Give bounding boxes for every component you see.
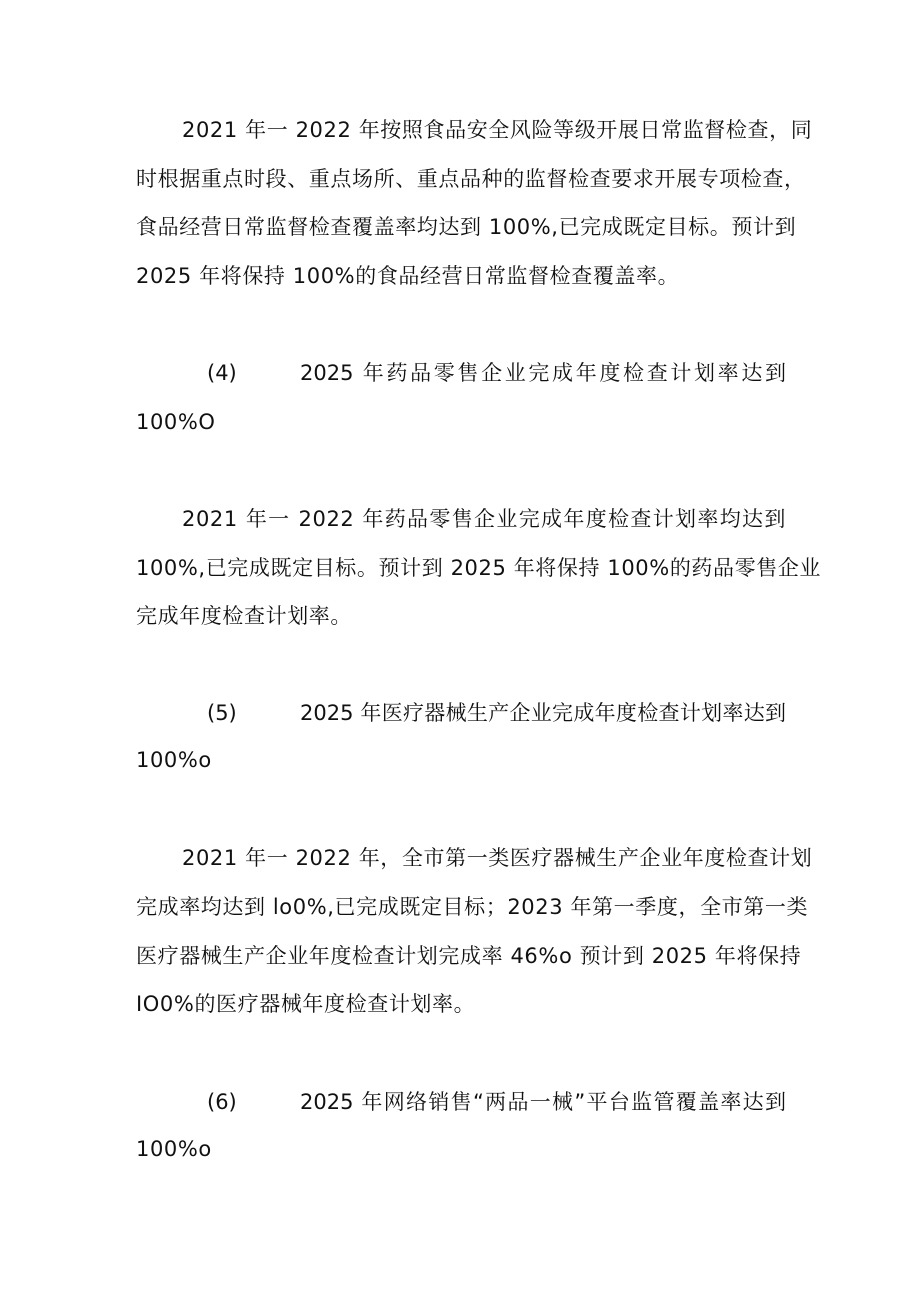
paragraph-3-line-4: IO0%的医疗器械年度检查计划率。 — [136, 992, 476, 1016]
paragraph-3-line-1: 2021 年一 2022 年，全市第一类医疗器械生产企业年度检查计划 — [182, 846, 813, 870]
heading-4-number: (4) — [207, 361, 237, 385]
heading-6-continuation: 100%o — [136, 1137, 212, 1161]
paragraph-1-line-2: 时根据重点时段、重点场所、重点品种的监督检查要求开展专项检查， — [136, 167, 806, 191]
paragraph-1-line-4: 2025 年将保持 100%的食品经营日常监督检查覆盖率。 — [136, 264, 680, 288]
paragraph-1-line-3: 食品经营日常监督检查覆盖率均达到 100%,已完成既定目标。预计到 — [136, 215, 797, 239]
heading-4-text: 2025 年药品零售企业完成年度检查计划率达到 — [300, 361, 786, 385]
heading-4-continuation: 100%O — [136, 410, 216, 434]
heading-6-text: 2025 年网络销售“两品一械”平台监管覆盖率达到 — [300, 1090, 786, 1114]
heading-5-number: (5) — [207, 701, 237, 725]
heading-5-text: 2025 年医疗器械生产企业完成年度检查计划率达到 — [300, 701, 786, 725]
paragraph-3-line-2: 完成率均达到 lo0%,已完成既定目标；2023 年第一季度，全市第一类 — [136, 895, 809, 919]
heading-5-continuation: 100%o — [136, 748, 212, 772]
paragraph-1-line-1: 2021 年一 2022 年按照食品安全风险等级开展日常监督检查，同 — [182, 118, 813, 142]
paragraph-2-line-2: 100%,已完成既定目标。预计到 2025 年将保持 100%的药品零售企业 — [136, 556, 822, 580]
paragraph-2-line-1: 2021 年一 2022 年药品零售企业完成年度检查计划率均达到 — [182, 507, 786, 531]
heading-6-number: (6) — [207, 1090, 237, 1114]
paragraph-2-line-3: 完成年度检查计划率。 — [136, 604, 352, 628]
paragraph-3-line-3: 医疗器械生产企业年度检查计划完成率 46%o 预计到 2025 年将保持 — [136, 944, 802, 968]
